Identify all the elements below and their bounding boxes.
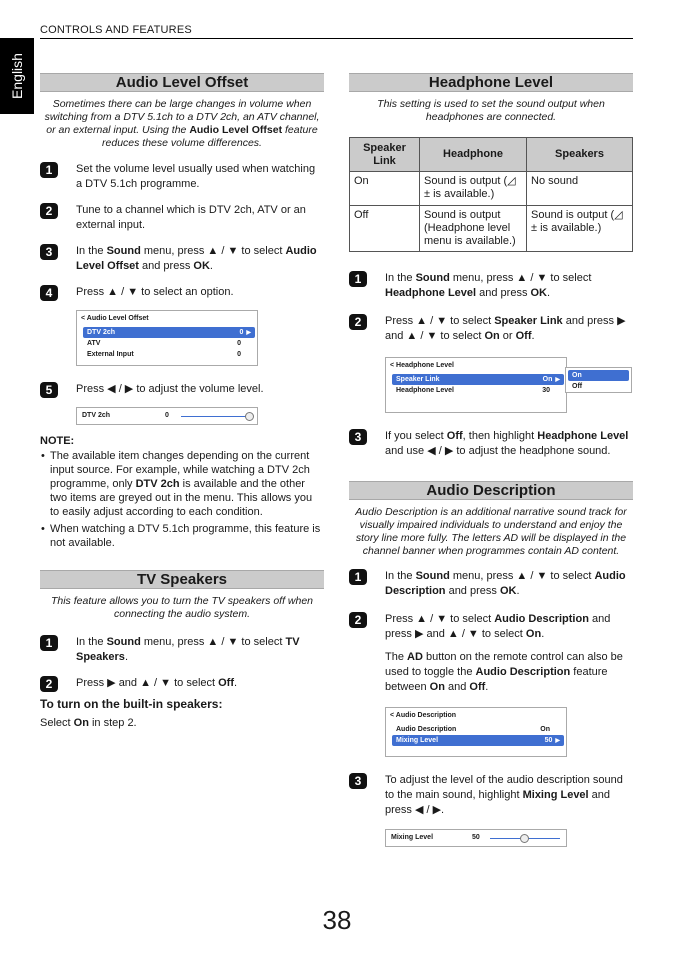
slider-knob[interactable]	[245, 412, 254, 421]
menu-row-audio-description[interactable]: Audio Description On	[396, 726, 550, 733]
hp-step-3: 3 If you select Off, then highlight Headphone Level and use ◀ / ▶ to adjust the headphone sound.	[349, 429, 633, 459]
step-number-icon: 3	[40, 244, 58, 260]
menu-row-dtv2ch[interactable]: DTV 2ch 0 ▶	[83, 327, 255, 338]
step-number-icon: 3	[349, 773, 367, 789]
page-header: CONTROLS AND FEATURES	[40, 24, 192, 36]
option-on[interactable]: On	[568, 370, 629, 381]
menu-row-speaker-link[interactable]: Speaker Link On ▶	[392, 374, 564, 385]
step-5: 5 Press ◀ / ▶ to adjust the volume level.	[40, 382, 324, 397]
intro-headphone-level: This setting is used to set the sound output when headphones are connected.	[377, 98, 605, 123]
step-number-icon: 3	[349, 429, 367, 445]
right-arrow-icon: ▶	[555, 377, 560, 383]
section-title-audio-description: Audio Description	[349, 481, 633, 500]
table-header: Speakers	[527, 138, 633, 172]
subheading-turn-on-speakers: To turn on the built-in speakers:	[40, 697, 223, 711]
step-number-icon: 2	[349, 612, 367, 628]
menu-title: < Audio Description	[390, 712, 457, 719]
audio-level-offset-menu	[76, 310, 258, 366]
on-off-popup	[565, 367, 632, 393]
menu-row-atv[interactable]: ATV 0	[87, 340, 241, 347]
ad-button-note: The AD button on the remote control can also be used to toggle the Audio Description feature between On and Off.	[385, 651, 623, 693]
ad-step-1: 1 In the Sound menu, press ▲ / ▼ to select Audio Description and press OK.	[349, 569, 633, 599]
ad-step-3: 3 To adjust the level of the audio description sound to the main sound, highlight Mixing Level and press ◀ / ▶.	[349, 773, 633, 818]
tvs-step-2: 2 Press ▶ and ▲ / ▼ to select Off.	[40, 676, 324, 691]
language-tab	[0, 38, 34, 114]
menu-title: < Headphone Level	[390, 362, 454, 369]
menu-row-external-input[interactable]: External Input 0	[87, 351, 241, 358]
right-arrow-icon: ▶	[246, 330, 251, 336]
menu-row-mixing-level[interactable]: Mixing Level 50 ▶	[392, 735, 564, 746]
headphone-level-menu	[385, 357, 567, 413]
right-arrow-icon: ▶	[555, 738, 560, 744]
intro-tv-speakers: This feature allows you to turn the TV speakers off when connecting the audio system.	[50, 595, 314, 620]
note-item-1: • The available item changes depending on the current input source. For example, while watching a DTV 2ch programme, only DTV 2ch is available and the other two items are greyed out in the menu. This allows you to easily adjust according to each condition.	[40, 449, 324, 519]
intro-audio-level-offset: Sometimes there can be large changes in volume when switching from a DTV 5.1ch to a DTV 2ch, an ATV channel, or an external input. Using the Audio Level Offset feature reduces these volume differences.	[44, 98, 320, 149]
section-title-headphone-level: Headphone Level	[349, 73, 633, 92]
option-off[interactable]: Off	[572, 383, 583, 390]
header-rule	[40, 38, 633, 39]
ad-step-2: 2 Press ▲ / ▼ to select Audio Description and press ▶ and ▲ / ▼ to select On.	[349, 612, 633, 642]
dtv2ch-slider-box: DTV 2ch 0	[76, 407, 258, 425]
note-title: NOTE:	[40, 435, 75, 447]
step-number-icon: 1	[40, 635, 58, 651]
step-number-icon: 1	[349, 271, 367, 287]
audio-description-menu	[385, 707, 567, 757]
step-number-icon: 1	[40, 162, 58, 178]
step-number-icon: 2	[349, 314, 367, 330]
step-number-icon: 2	[40, 203, 58, 219]
slider-knob[interactable]	[520, 834, 529, 843]
note-item-2: • When watching a DTV 5.1ch programme, this feature is not available.	[40, 522, 324, 550]
step-2: 2 Tune to a channel which is DTV 2ch, ATV or an external input.	[40, 203, 324, 233]
page-number: 38	[322, 905, 352, 935]
volume-slider-track[interactable]	[181, 416, 251, 417]
table-row: Off Sound is output (Headphone level menu is available.) Sound is output (◿ ± is available.)	[350, 206, 633, 252]
section-title-tv-speakers: TV Speakers	[40, 570, 324, 589]
intro-audio-description: Audio Description is an additional narrative sound track for visually impaired individuals to understand and enjoy the story line more fully. The letters AD will be displayed in the channel banner when programmes contain AD content.	[355, 506, 627, 557]
language-label: English	[9, 53, 26, 99]
left-column	[40, 73, 324, 730]
tvs-step-1: 1 In the Sound menu, press ▲ / ▼ to select TV Speakers.	[40, 635, 324, 665]
step-4: 4 Press ▲ / ▼ to select an option.	[40, 285, 324, 300]
menu-row-headphone-level[interactable]: Headphone Level 30	[396, 387, 550, 394]
mixing-level-slider-box: Mixing Level 50	[385, 829, 567, 847]
menu-title: < Audio Level Offset	[81, 315, 149, 322]
step-number-icon: 1	[349, 569, 367, 585]
table-row: On Sound is output (◿ ± is available.) No sound	[350, 172, 633, 206]
select-on-text: Select On in step 2.	[40, 717, 137, 729]
hp-step-2: 2 Press ▲ / ▼ to select Speaker Link and press ▶ and ▲ / ▼ to select On or Off.	[349, 314, 633, 344]
step-1: 1 Set the volume level usually used when watching a DTV 5.1ch programme.	[40, 162, 324, 192]
table-header: Headphone	[420, 138, 527, 172]
headphone-table	[349, 137, 633, 252]
hp-step-1: 1 In the Sound menu, press ▲ / ▼ to select Headphone Level and press OK.	[349, 271, 633, 301]
headphone-menu-area	[385, 357, 633, 415]
step-number-icon: 4	[40, 285, 58, 301]
step-number-icon: 5	[40, 382, 58, 398]
right-column	[349, 73, 633, 847]
note-list	[40, 449, 324, 550]
section-title-audio-level-offset: Audio Level Offset	[40, 73, 324, 92]
step-number-icon: 2	[40, 676, 58, 692]
table-header: Speaker Link	[350, 138, 420, 172]
step-3: 3 In the Sound menu, press ▲ / ▼ to select Audio Level Offset and press OK.	[40, 244, 324, 274]
